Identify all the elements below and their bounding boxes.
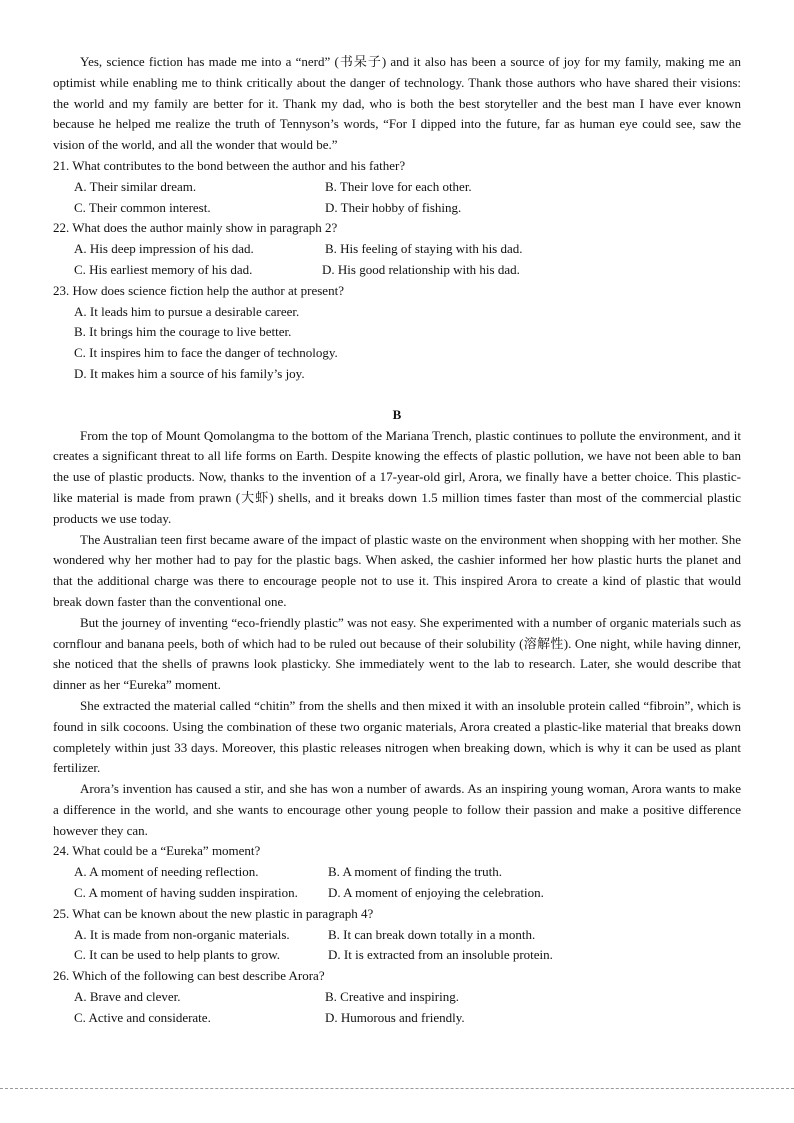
question-23-option-a[interactable]: A. It leads him to pursue a desirable career. <box>74 303 300 319</box>
question-24-option-b[interactable]: B. A moment of finding the truth. <box>328 864 503 880</box>
question-26-option-d[interactable]: D. Humorous and friendly. <box>325 1009 465 1025</box>
passage-b-paragraph-5: Arora’s invention has caused a stir, and she has won a number of awards. As an inspiring young woman, Arora wants to make a difference in the world, and she wants to encourage other young people to follow their passion and make a positive difference however they can. <box>53 781 741 838</box>
question-24-options-row-2 <box>53 883 741 904</box>
question-21-option-d[interactable]: D. Their hobby of fishing. <box>325 199 462 215</box>
question-25-options-row-1 <box>53 925 741 946</box>
question-22-options-row-1 <box>53 239 741 260</box>
question-25-option-a[interactable]: A. It is made from non-organic materials. <box>74 926 290 942</box>
question-21-options-row-2 <box>53 198 741 219</box>
question-22-option-b[interactable]: B. His feeling of staying with his dad. <box>325 241 523 257</box>
question-23-option-c[interactable]: C. It inspires him to face the danger of technology. <box>74 345 338 361</box>
page-footer-divider <box>0 1088 794 1089</box>
question-23-option-d[interactable]: D. It makes him a source of his family’s joy. <box>74 365 305 381</box>
section-b-title: B <box>392 406 402 422</box>
question-21-option-c[interactable]: C. Their common interest. <box>74 199 211 215</box>
question-24-stem: 24. What could be a “Eureka” moment? <box>53 843 261 859</box>
passage-b-paragraph-3: But the journey of inventing “eco-friendly plastic” was not easy. She experimented with a number of organic materials such as cornflour and banana peels, both of which had to be ruled out because of their solubility (溶解性). One night, while having dinner, she noticed that the shells of prawns look plasticky. She immediately went to the lab to research. Later, she would describe that dinner as her “Eureka” moment. <box>53 614 741 693</box>
passage-b-paragraph-1: From the top of Mount Qomolangma to the bottom of the Mariana Trench, plastic continues to pollute the environment, and it creates a significant threat to all life forms on Earth. Despite knowing the effects of plastic pollution, we have not been able to ban the use of plastic products. Now, thanks to the invention of a 17-year-old girl, Arora, we finally have a better choice. This plastic-like material is made from prawn (大虾) shells, and it breaks down 1.5 million times faster than most of the commercial plastic products we use today. <box>53 427 741 526</box>
question-26-option-c[interactable]: C. Active and considerate. <box>74 1009 211 1025</box>
question-22-option-c[interactable]: C. His earliest memory of his dad. <box>74 261 253 277</box>
question-24-options-row-1 <box>53 862 741 883</box>
passage-b-paragraph-2: The Australian teen first became aware of the impact of plastic waste on the environment when shopping with her mother. She wondered why her mother had to pay for the plastic bags. When asked, the cashier informed her how plastic hurts the planet and that the additional charge was there to encourage people not to use it. This inspired Arora to create a kind of plastic that would break down faster than the conventional one. <box>53 531 741 609</box>
question-26-option-a[interactable]: A. Brave and clever. <box>74 989 181 1005</box>
passage-a-closing-paragraph: Yes, science fiction has made me into a “nerd” (书呆子) and it also has been a source of joy for my family, making me an optimist while enabling me to think critically about the danger of technology. Thank those authors who have shared their visions: the world and my family are better for it. Thank my dad, who is both the best storyteller and the best man I have ever known because he helped me realize the truth of Tennyson’s words, “For I dipped into the future, far as human eye could see, saw the vision of the world, and all the wonder that would be.” <box>53 54 741 153</box>
question-22-stem: 22. What does the author mainly show in paragraph 2? <box>53 220 338 236</box>
question-25-options-row-2 <box>53 945 741 966</box>
question-26-options-row-1 <box>53 987 741 1008</box>
question-24-option-c[interactable]: C. A moment of having sudden inspiration. <box>74 885 298 901</box>
question-23-option-b[interactable]: B. It brings him the courage to live better. <box>74 324 292 340</box>
question-21-stem: 21. What contributes to the bond between the author and his father? <box>53 157 406 173</box>
question-23-stem: 23. How does science fiction help the author at present? <box>53 282 344 298</box>
question-26-options-row-2 <box>53 1008 741 1029</box>
question-26-stem: 26. Which of the following can best describe Arora? <box>53 968 325 984</box>
question-25-stem: 25. What can be known about the new plastic in paragraph 4? <box>53 905 374 921</box>
question-25-option-d[interactable]: D. It is extracted from an insoluble protein. <box>328 947 553 963</box>
question-21-option-b[interactable]: B. Their love for each other. <box>325 178 472 194</box>
question-25-option-b[interactable]: B. It can break down totally in a month. <box>328 926 536 942</box>
question-25-option-c[interactable]: C. It can be used to help plants to grow. <box>74 947 281 963</box>
question-26-option-b[interactable]: B. Creative and inspiring. <box>325 989 459 1005</box>
question-22-option-a[interactable]: A. His deep impression of his dad. <box>74 241 254 257</box>
passage-b-paragraph-4: She extracted the material called “chitin” from the shells and then mixed it with an insoluble protein called “fibroin”, which is found in silk cocoons. Using the combination of these two organic materials, Arora created a plastic-like material that breaks down completely within just 33 days. Moreover, this plastic releases nitrogen when breaking down, which is why it can be used as plant fertilizer. <box>53 697 741 776</box>
exam-page <box>53 52 741 1029</box>
question-22-options-row-2 <box>53 260 741 281</box>
question-21-option-a[interactable]: A. Their similar dream. <box>74 178 197 194</box>
question-22-option-d[interactable]: D. His good relationship with his dad. <box>322 261 520 277</box>
question-24-option-d[interactable]: D. A moment of enjoying the celebration. <box>328 885 544 901</box>
question-24-option-a[interactable]: A. A moment of needing reflection. <box>74 864 259 880</box>
question-21-options-row-1 <box>53 177 741 198</box>
